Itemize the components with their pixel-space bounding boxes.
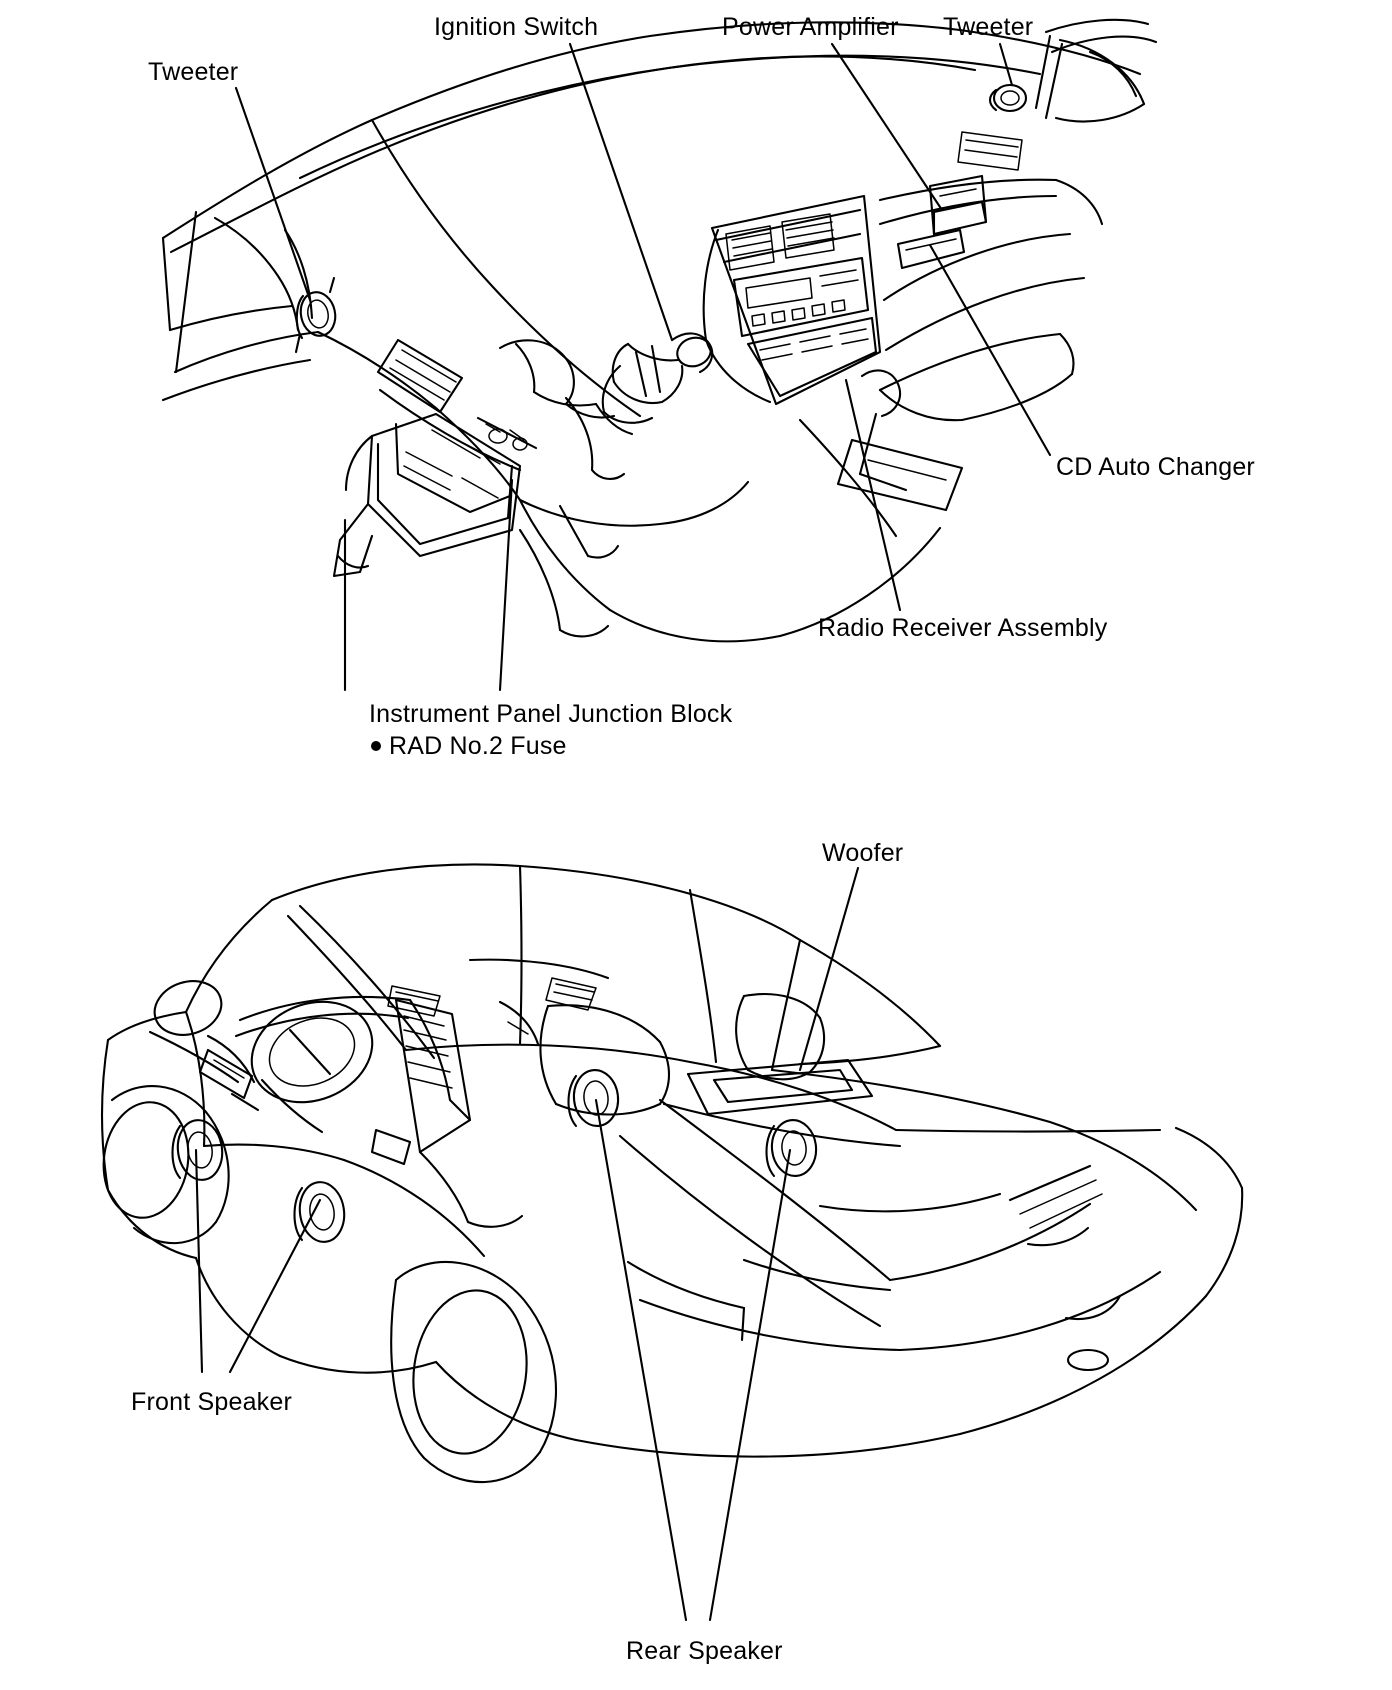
center-stack — [704, 196, 880, 404]
label-tweeter-right: Tweeter — [943, 13, 1034, 41]
label-tweeter-left: Tweeter — [148, 58, 239, 86]
front-speaker-icon-front — [173, 1117, 226, 1183]
shift-lever — [780, 370, 962, 636]
rear-wheel — [391, 1262, 556, 1482]
leader-lines-top — [236, 44, 1050, 690]
passenger-dash — [880, 132, 1102, 420]
ignition-switch-icon — [603, 333, 715, 422]
label-rear-speaker: Rear Speaker — [626, 1637, 783, 1665]
label-woofer: Woofer — [822, 839, 904, 867]
label-cd-auto-changer: CD Auto Changer — [1056, 453, 1255, 481]
label-power-amplifier: Power Amplifier — [722, 13, 899, 41]
air-vent-left — [378, 340, 462, 412]
label-front-speaker: Front Speaker — [131, 1388, 293, 1416]
steering-column — [500, 340, 632, 434]
label-rad-no2-fuse: RAD No.2 Fuse — [389, 732, 567, 760]
tweeter-left-icon — [296, 278, 339, 352]
instrument-panel-junction-block-icon — [334, 414, 520, 576]
instrument-panel-illustration — [163, 20, 1156, 642]
label-instrument-panel-junction-block: Instrument Panel Junction Block — [369, 700, 733, 728]
tweeter-right-icon — [990, 85, 1026, 111]
bullet-icon — [371, 741, 381, 751]
label-ignition-switch: Ignition Switch — [434, 13, 599, 41]
label-rad-no2-fuse-row — [371, 731, 567, 761]
rear-speaker-icon-left — [569, 1068, 621, 1128]
leader-lines-bottom — [196, 868, 858, 1620]
rear-speaker-icon-right — [767, 1118, 819, 1178]
label-radio-receiver-assembly: Radio Receiver Assembly — [818, 614, 1108, 642]
radio-receiver-icon — [734, 258, 868, 336]
